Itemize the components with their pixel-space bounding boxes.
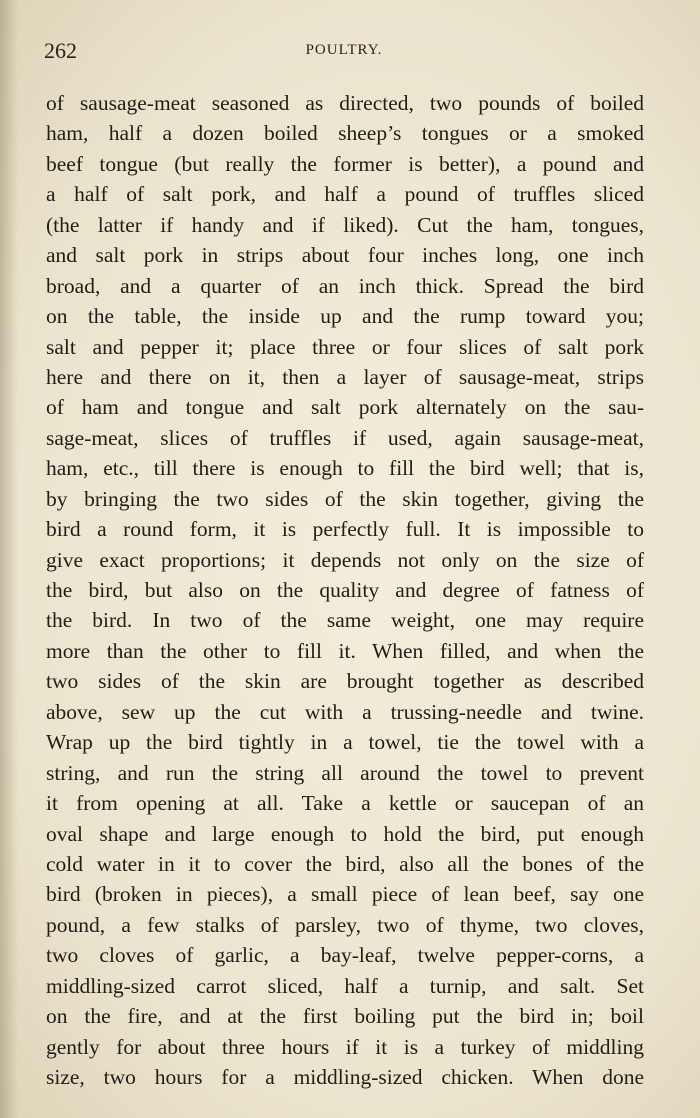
text-line: give exact proportions; it depends not only on the size of bbox=[46, 547, 644, 572]
text-line: pound, a few stalks of parsley, two of thyme, two cloves, bbox=[46, 912, 644, 937]
text-line: ham, etc., till there is enough to fill the bird well; that is, bbox=[46, 456, 644, 481]
text-line: above, sew up the cut with a trussing-needle and twine. bbox=[46, 699, 644, 724]
text-line: here and there on it, then a layer of sausage-meat, strips bbox=[46, 364, 644, 389]
text-line: (the latter if handy and if liked). Cut the ham, tongues, bbox=[46, 212, 644, 237]
text-line: two cloves of garlic, a bay-leaf, twelve pepper-corns, a bbox=[46, 943, 644, 968]
running-head: POULTRY. bbox=[305, 42, 383, 58]
text-line: the bird. In two of the same weight, one may require bbox=[46, 608, 644, 633]
gutter-shadow bbox=[0, 0, 18, 1118]
text-line: the bird, but also on the quality and degree of fatness of bbox=[46, 578, 644, 602]
text-line: bird a round form, it is perfectly full. It is impossible to bbox=[46, 517, 644, 542]
body-text bbox=[46, 88, 644, 1092]
text-line: oval shape and large enough to hold the bird, put enough bbox=[46, 821, 644, 846]
text-line: a half of salt pork, and half a pound of truffles sliced bbox=[46, 182, 644, 207]
page-number: 262 bbox=[44, 38, 77, 63]
text-line: of ham and tongue and salt pork alternately on the sau- bbox=[46, 395, 644, 420]
text-line: cold water in it to cover the bird, also all the bones of the bbox=[46, 851, 644, 876]
text-line: it from opening at all. Take a kettle or saucepan of an bbox=[46, 791, 644, 816]
text-line: of sausage-meat seasoned as directed, two pounds of boiled bbox=[46, 91, 644, 115]
text-line: string, and run the string all around the towel to prevent bbox=[46, 760, 644, 785]
text-line: more than the other to fill it. When filled, and when the bbox=[46, 638, 644, 663]
text-line: on the table, the inside up and the rump toward you; bbox=[46, 304, 644, 329]
text-line: on the fire, and at the first boiling put the bird in; boil bbox=[46, 1004, 644, 1029]
text-line: sage-meat, slices of truffles if used, again sausage-meat, bbox=[46, 425, 644, 450]
text-line: salt and pepper it; place three or four slices of salt pork bbox=[46, 334, 644, 359]
text-line: bird (broken in pieces), a small piece of lean beef, say one bbox=[46, 882, 644, 907]
text-line: middling-sized carrot sliced, half a turnip, and salt. Set bbox=[46, 973, 644, 998]
text-line: ham, half a dozen boiled sheep’s tongues or a smoked bbox=[46, 121, 644, 146]
text-line: broad, and a quarter of an inch thick. Spread the bird bbox=[46, 273, 644, 298]
page-header bbox=[44, 38, 644, 68]
text-line: and salt pork in strips about four inches long, one inch bbox=[46, 243, 644, 268]
text-line: beef tongue (but really the former is better), a pound and bbox=[46, 151, 644, 176]
text-line: Wrap up the bird tightly in a towel, tie the towel with a bbox=[46, 730, 644, 755]
text-line: by bringing the two sides of the skin together, giving the bbox=[46, 486, 644, 511]
text-line: size, two hours for a middling-sized chicken. When done bbox=[46, 1065, 644, 1089]
text-line: gently for about three hours if it is a turkey of middling bbox=[46, 1034, 644, 1059]
text-line: two sides of the skin are brought together as described bbox=[46, 669, 644, 694]
